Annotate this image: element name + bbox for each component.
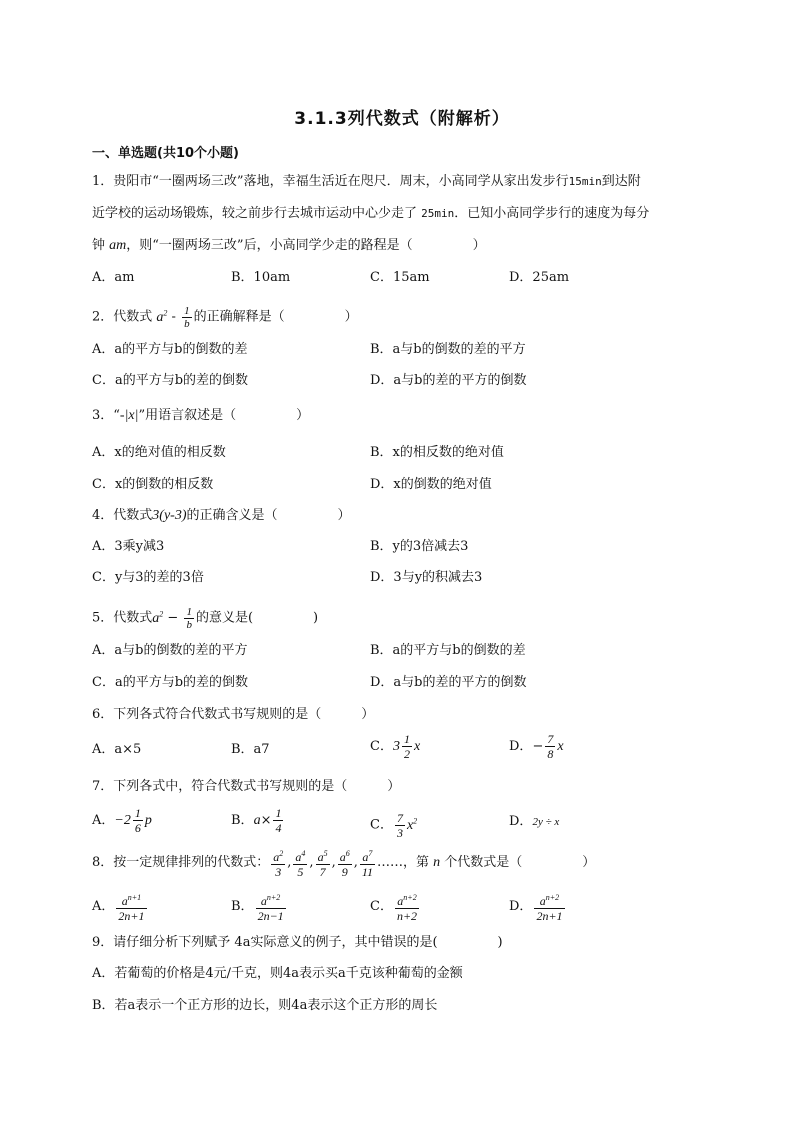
- question-8-stem: 8．按一定规律排列的代数式： $\frac{a^2}{3}$ , $\frac{a^4}{5}$ , $\frac{a^5}{7}$ , $\frac{a^6}{9}$ , $\frac{a^7}{11}$ ……，第 n 个代数式是（ ）: [92, 848, 596, 879]
- q4-stem-b: 的正确含义是（: [186, 508, 278, 523]
- question-2-stem: 2．代数式 $a^2$ - $\frac{1}{b}$ 的正确解释是（ ）: [92, 304, 358, 330]
- q9-expr: 4a: [234, 935, 251, 950]
- q1-option-c[interactable]: C．15am: [370, 270, 430, 285]
- q1-text-1: 1．贵阳市“一圈两场三改”落地，幸福生活近在咫尺．周末，小高同学从家出发步行: [92, 174, 569, 189]
- q1-paren-close: ）: [472, 238, 486, 253]
- q7-option-b-label: B．: [231, 813, 254, 828]
- q1-text-3a: 钟: [92, 238, 106, 253]
- q8-option-c-label: C．: [370, 899, 393, 914]
- q7-option-a-label: A．: [92, 813, 115, 828]
- q8-option-b-label: B．: [231, 899, 254, 914]
- q2-fraction: $\frac{1}{b}$: [184, 304, 190, 330]
- q5-option-b[interactable]: B．a的平方与b的倒数的差: [370, 643, 526, 658]
- q8-n: n: [433, 855, 441, 870]
- q2-stem-b: 的正确解释是（: [193, 309, 285, 325]
- q1-option-d[interactable]: D．25am: [509, 270, 570, 285]
- q2-stem-a: 2．代数式: [92, 309, 153, 325]
- q8-option-b[interactable]: B． $\frac{a^{n+2}}{2n-1}$: [231, 892, 284, 923]
- q7-option-c[interactable]: C． $\frac{7}{3}$ $x^2$: [370, 810, 418, 840]
- q8-option-d-label: D．: [509, 899, 533, 914]
- q6-stem: 6．下列各式符合代数式书写规则的是（: [92, 707, 322, 722]
- q4-paren-close: ）: [337, 508, 351, 523]
- q4-option-a[interactable]: A．3乘y减3: [92, 539, 165, 554]
- q6-option-c-label: C．: [370, 739, 393, 754]
- q5-option-a[interactable]: A．a与b的倒数的差的平方: [92, 643, 248, 658]
- q5-stem-a: 5．代数式: [92, 610, 153, 626]
- q9-paren-close: ): [497, 935, 503, 950]
- q6-option-a[interactable]: A．a×5: [92, 742, 142, 757]
- q5-option-c[interactable]: C．a的平方与b的差的倒数: [92, 675, 249, 690]
- q2-option-c[interactable]: C．a的平方与b的差的倒数: [92, 373, 249, 388]
- q8-stem-b: ……，第: [376, 855, 429, 870]
- q3-stem-a: 3．“: [92, 408, 120, 423]
- q9-stem-c: 实际意义的例子，其中错误的是(: [250, 935, 438, 950]
- q8-option-a[interactable]: A． $\frac{a^{n+1}}{2n+1}$: [92, 892, 145, 923]
- q7-option-c-label: C．: [370, 817, 393, 833]
- q9-option-a[interactable]: A．若葡萄的价格是4元/千克，则4a表示买a千克该种葡萄的金额: [92, 966, 463, 981]
- q7-stem: 7．下列各式中，符合代数式书写规则的是（: [92, 779, 348, 794]
- q1-speed: am: [109, 238, 127, 253]
- question-1-line-1: [92, 172, 641, 192]
- q1-time-15: 15min: [568, 175, 602, 188]
- question-9-stem: [92, 933, 503, 953]
- q1-text-2c: ．已知小高同学步行的速度为每分: [454, 206, 650, 221]
- q3-option-a[interactable]: A．x的绝对值的相反数: [92, 445, 226, 460]
- q7-option-b[interactable]: B．a× $\frac{1}{4}$: [231, 806, 282, 835]
- q2-option-d[interactable]: D．a与b的差的平方的倒数: [370, 373, 527, 388]
- question-4-stem: 4．代数式3(y-3)的正确含义是（ ）: [92, 508, 351, 523]
- q5-option-d[interactable]: D．a与b的差的平方的倒数: [370, 675, 527, 690]
- q5-stem-b: 的意义是(: [195, 610, 254, 626]
- section-heading: 一、单选题(共10个小题): [92, 146, 239, 161]
- q4-option-b[interactable]: B．y的3倍减去3: [370, 539, 469, 554]
- q9-stem: 9．请仔细分析下列赋予: [92, 935, 231, 950]
- q8-option-c[interactable]: C． $\frac{a^{n+2}}{n+2}$: [370, 892, 418, 923]
- page-title: 3.1.3列代数式（附解析）: [294, 109, 510, 129]
- q1-text-3c: ，则“一圈两场三改”后，小高同学少走的路程是（: [126, 238, 413, 253]
- q8-stem-a: 8．按一定规律排列的代数式：: [92, 855, 270, 870]
- q3-option-c[interactable]: C．x的倒数的相反数: [92, 477, 214, 492]
- q6-paren-close: ）: [361, 707, 375, 722]
- q3-option-b[interactable]: B．x的相反数的绝对值: [370, 445, 504, 460]
- q8-option-a-label: A．: [92, 899, 115, 914]
- q8-paren-close: ）: [582, 855, 596, 870]
- q7-option-d[interactable]: D．2y ÷ x: [509, 814, 560, 829]
- q2-paren-close: ）: [344, 309, 358, 325]
- question-7-stem: [92, 777, 400, 797]
- q1-option-a[interactable]: A．am: [92, 270, 135, 285]
- q5-paren-close: ): [313, 610, 319, 626]
- q1-text-1c: 到达附: [601, 174, 641, 189]
- q6-option-c[interactable]: C．3 $\frac{1}{2}$ x: [370, 732, 421, 761]
- question-5-stem: 5．代数式$a^2$ − $\frac{1}{b}$ 的意义是( ): [92, 605, 319, 631]
- q3-paren-close: ）: [296, 408, 310, 423]
- question-3-stem: 3．“-|x|”用语言叙述是（ ）: [92, 408, 310, 423]
- q8-stem-c: 个代数式是（: [444, 855, 523, 870]
- q4-option-d[interactable]: D．3与y的积减去3: [370, 570, 483, 585]
- q7-paren-close: ）: [387, 779, 401, 794]
- q1-option-b[interactable]: B．10am: [231, 270, 291, 285]
- question-1-line-3: [92, 236, 486, 256]
- q6-option-b[interactable]: B．a7: [231, 742, 270, 757]
- question-6-stem: [92, 705, 374, 725]
- q3-option-d[interactable]: D．x的倒数的绝对值: [370, 477, 492, 492]
- q8-option-d[interactable]: D． $\frac{a^{n+2}}{2n+1}$: [509, 892, 563, 923]
- q2-option-b[interactable]: B．a与b的倒数的差的平方: [370, 342, 526, 357]
- q9-option-b[interactable]: B．若a表示一个正方形的边长，则4a表示这个正方形的周长: [92, 998, 438, 1013]
- question-1-line-2: [92, 204, 649, 224]
- q3-stem-b: ”用语言叙述是（: [138, 408, 237, 423]
- q2-option-a[interactable]: A．a的平方与b的倒数的差: [92, 342, 248, 357]
- q5-fraction: $\frac{1}{b}$: [186, 605, 192, 631]
- q6-option-d-label: D．: [509, 739, 533, 754]
- q4-option-c[interactable]: C．y与3的差的3倍: [92, 570, 204, 585]
- q1-time-25: 25min: [421, 207, 455, 220]
- q4-stem-a: 4．代数式: [92, 508, 153, 523]
- q7-option-a[interactable]: A．−2 $\frac{1}{6}$ p: [92, 806, 152, 835]
- q7-option-d-label: D．: [509, 814, 533, 829]
- q6-option-d[interactable]: D．− $\frac{7}{8}$ x: [509, 732, 564, 761]
- q1-text-2: 近学校的运动场锻炼，较之前步行去城市运动中心少走了: [92, 206, 418, 221]
